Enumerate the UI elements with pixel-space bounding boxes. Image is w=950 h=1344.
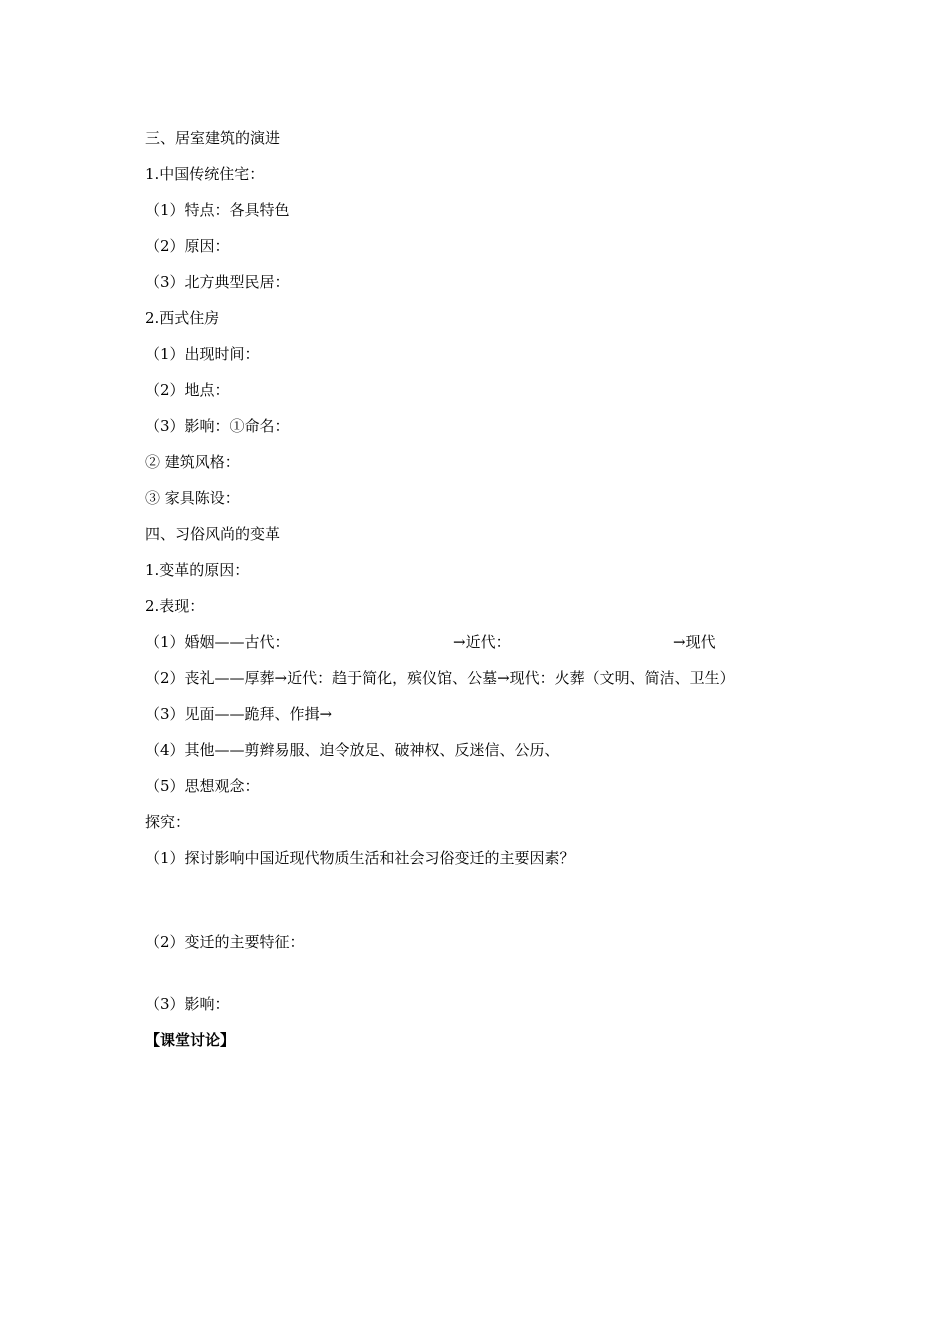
section-3-title: 三、居室建筑的演进 bbox=[145, 129, 281, 147]
reform-manifestation: 2.表现： bbox=[145, 597, 205, 615]
western-housing-place: （2）地点： bbox=[145, 381, 230, 399]
western-housing-influence-naming: （3）影响：①命名： bbox=[145, 417, 290, 435]
thought-line: （5）思想观念： bbox=[145, 777, 260, 795]
section-4-title: 四、习俗风尚的变革 bbox=[145, 525, 281, 543]
class-discussion-heading: 【课堂讨论】 bbox=[145, 1031, 236, 1049]
explore-question-2: （2）变迁的主要特征： bbox=[145, 933, 305, 951]
traditional-housing-feature: （1）特点：各具特色 bbox=[145, 201, 290, 219]
traditional-housing-heading: 1.中国传统住宅： bbox=[145, 165, 265, 183]
explore-question-1: （1）探讨影响中国近现代物质生活和社会习俗变迁的主要因素？ bbox=[145, 849, 575, 867]
traditional-housing-reason: （2）原因： bbox=[145, 237, 230, 255]
western-housing-furniture: ③ 家具陈设： bbox=[145, 489, 240, 507]
other-customs-line: （4）其他——剪辫易服、迫令放足、破神权、反迷信、公历、 bbox=[145, 741, 560, 759]
marriage-line bbox=[145, 632, 765, 652]
western-housing-architecture-style: ② 建筑风格： bbox=[145, 453, 240, 471]
northern-dwelling: （3）北方典型民居： bbox=[145, 273, 290, 291]
marriage-ancient: （1）婚姻——古代： bbox=[145, 633, 290, 651]
western-housing-heading: 2.西式住房 bbox=[145, 309, 220, 327]
explore-question-3: （3）影响： bbox=[145, 995, 230, 1013]
funeral-line: （2）丧礼——厚葬→近代：趋于简化，殡仪馆、公墓→现代：火葬（文明、简洁、卫生） bbox=[145, 669, 735, 687]
western-housing-time: （1）出现时间： bbox=[145, 345, 260, 363]
greeting-line: （3）见面——跪拜、作揖→ bbox=[145, 705, 333, 723]
marriage-contemporary: →现代 bbox=[673, 633, 716, 651]
reform-reason: 1.变革的原因： bbox=[145, 561, 250, 579]
marriage-modern-era: →近代： bbox=[453, 633, 511, 651]
explore-title: 探究： bbox=[145, 813, 191, 831]
